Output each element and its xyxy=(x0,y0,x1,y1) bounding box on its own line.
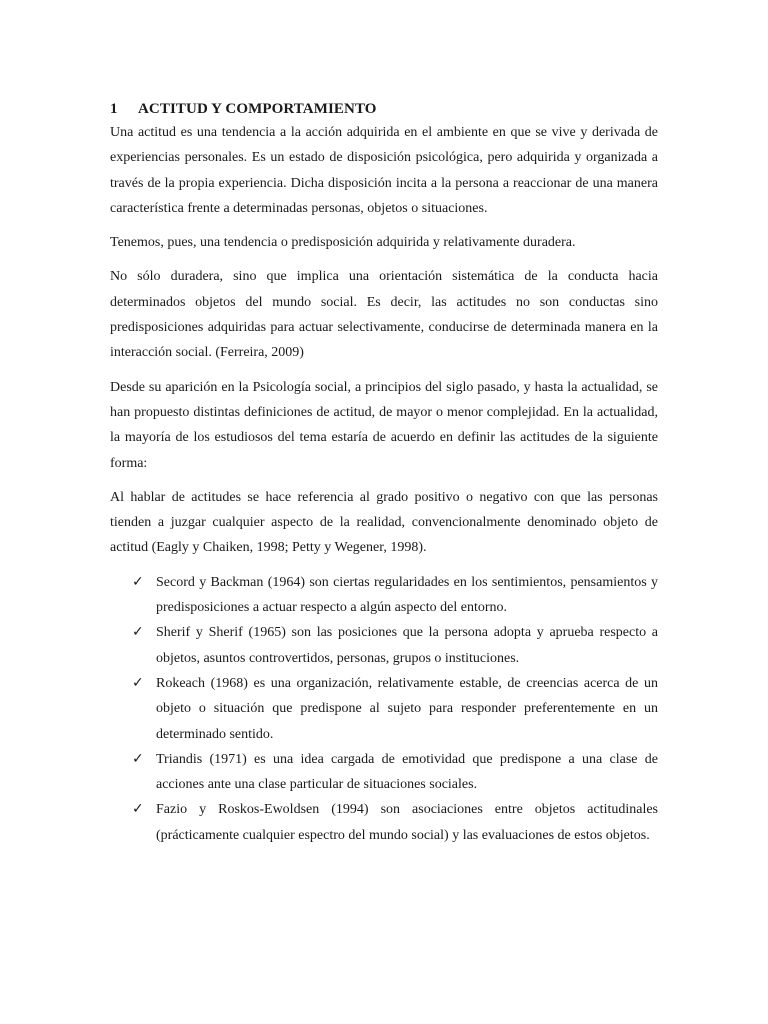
paragraph: Una actitud es una tendencia a la acción adquirida en el ambiente en que se vive y derivada de experiencias personales. Es un estado de disposición psicológica, pero adquirida y organizada a través de la propia experiencia. Dicha disposición incita a la persona a reaccionar de una manera característica frente a determinadas personas, objetos o situaciones. xyxy=(110,125,658,216)
section-heading xyxy=(110,98,658,120)
checkmark-icon: ✓ xyxy=(132,674,144,691)
checkmark-icon: ✓ xyxy=(132,624,144,641)
checkmark-icon: ✓ xyxy=(132,573,144,590)
checkmark-icon: ✓ xyxy=(132,750,144,767)
checkmark-icon: ✓ xyxy=(132,801,144,818)
checklist-item-text: Rokeach (1968) es una organización, relativamente estable, de creencias acerca de un objeto o situación que predispone al sujeto para responder preferentemente en un determinado sentido. xyxy=(156,675,658,742)
paragraph: Al hablar de actitudes se hace referencia al grado positivo o negativo con que las personas tienden a juzgar cualquier aspecto de la realidad, convencionalmente denominado objeto de actitud (Eagly y Chaiken, 1998; Petty y Wegener, 1998). xyxy=(110,489,658,556)
section-number: 1 xyxy=(110,101,118,117)
checklist-item xyxy=(110,747,658,798)
paragraph: No sólo duradera, sino que implica una orientación sistemática de la conducta hacia determinados objetos del mundo social. Es decir, las actitudes no son conductas sino predisposiciones adquiridas para actuar selectivamente, conducirse de determinada manera en la interacción social. (Ferreira, 2009) xyxy=(110,269,658,361)
checklist-item-text: Secord y Backman (1964) son ciertas regularidades en los sentimientos, pensamientos y predisposiciones a actuar respecto a algún aspecto del entorno. xyxy=(156,574,658,616)
checklist-item-text: Fazio y Roskos-Ewoldsen (1994) son asociaciones entre objetos actitudinales (prácticamente cualquier espectro del mundo social) y las evaluaciones de estos objetos. xyxy=(156,802,658,843)
section-title: ACTITUD Y COMPORTAMIENTO xyxy=(138,101,377,117)
checklist-item-text: Sherif y Sherif (1965) son las posiciones que la persona adopta y aprueba respecto a objetos, asuntos controvertidos, personas, grupos o instituciones. xyxy=(156,625,658,666)
checklist-item-text: Triandis (1971) es una idea cargada de emotividad que predispone a una clase de acciones ante una clase particular de situaciones sociales. xyxy=(156,751,658,793)
paragraph: Desde su aparición en la Psicología social, a principios del siglo pasado, y hasta la actualidad, se han propuesto distintas definiciones de actitud, de mayor o menor complejidad. En la actualidad, la mayoría de los estudiosos del tema estaría de acuerdo en definir las actitudes de la siguiente forma: xyxy=(110,379,658,471)
checklist-item xyxy=(110,570,658,621)
document-body xyxy=(110,98,658,848)
checklist-item xyxy=(110,671,658,747)
paragraph: Tenemos, pues, una tendencia o predisposición adquirida y relativamente duradera. xyxy=(110,235,576,251)
definitions-checklist xyxy=(110,570,658,848)
checklist-item xyxy=(110,797,658,848)
checklist-item xyxy=(110,620,658,671)
